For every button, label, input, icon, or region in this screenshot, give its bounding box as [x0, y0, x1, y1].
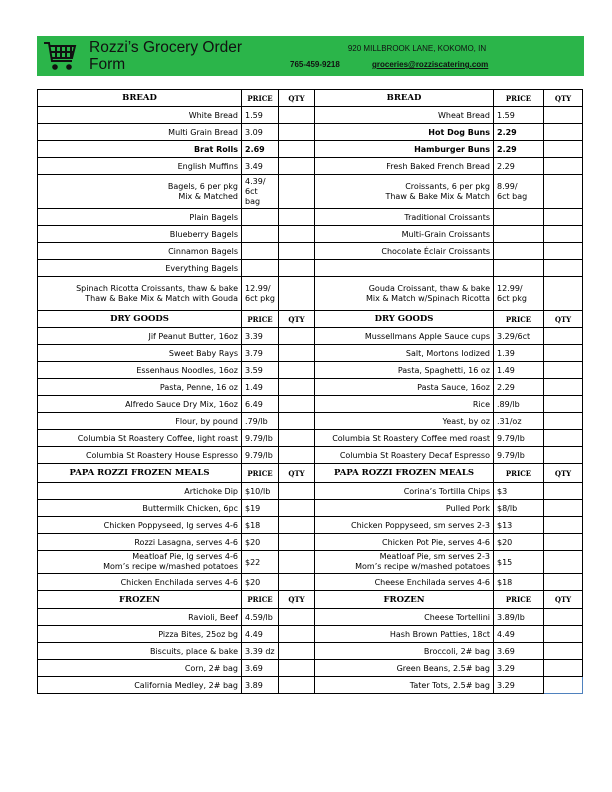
qty-input[interactable]	[279, 413, 315, 430]
qty-column-header: QTY	[544, 311, 583, 328]
item-price: 3.39	[242, 328, 279, 345]
item-name: Fresh Baked French Bread	[315, 158, 494, 175]
item-price: $18	[494, 574, 544, 591]
item-name: Rozzi Lasagna, serves 4-6	[38, 534, 242, 551]
qty-input[interactable]	[544, 483, 583, 500]
item-price: 9.79/lb	[242, 430, 279, 447]
section-title: DRY GOODS	[315, 311, 494, 328]
item-name	[315, 260, 494, 277]
qty-input[interactable]	[279, 141, 315, 158]
item-row	[38, 483, 583, 500]
price-column-header: PRICE	[242, 464, 279, 483]
item-name: Corn, 2# bag	[38, 660, 242, 677]
item-name: Broccoli, 2# bag	[315, 643, 494, 660]
item-price: 2.29	[494, 379, 544, 396]
item-row	[38, 124, 583, 141]
item-name: Cinnamon Bagels	[38, 243, 242, 260]
section-header-row	[38, 90, 583, 107]
item-row	[38, 379, 583, 396]
item-price: 9.79/lb	[242, 447, 279, 464]
qty-input[interactable]	[279, 396, 315, 413]
item-price: 3.89/lb	[494, 609, 544, 626]
price-column-header: PRICE	[242, 90, 279, 107]
item-row	[38, 447, 583, 464]
price-column-header: PRICE	[242, 591, 279, 609]
item-name: Yeast, by oz	[315, 413, 494, 430]
qty-input[interactable]	[544, 158, 583, 175]
item-name: Columbia St Roastery House Espresso	[38, 447, 242, 464]
item-name: Ravioli, Beef	[38, 609, 242, 626]
item-price: 2.29	[494, 141, 544, 158]
item-price: 1.39	[494, 345, 544, 362]
item-name: Green Beans, 2.5# bag	[315, 660, 494, 677]
qty-input[interactable]	[279, 500, 315, 517]
item-row	[38, 243, 583, 260]
item-name: English Muffins	[38, 158, 242, 175]
item-name: Pasta, Spaghetti, 16 oz	[315, 362, 494, 379]
item-row	[38, 517, 583, 534]
qty-input[interactable]	[544, 328, 583, 345]
item-price: 4.49	[494, 626, 544, 643]
item-name: Biscuits, place & bake	[38, 643, 242, 660]
item-name: Traditional Croissants	[315, 209, 494, 226]
item-row	[38, 626, 583, 643]
qty-input[interactable]	[544, 643, 583, 660]
item-price: 6.49	[242, 396, 279, 413]
store-address: 920 MILLBROOK LANE, KOKOMO, IN	[347, 44, 487, 53]
qty-input[interactable]	[544, 209, 583, 226]
item-name: Columbia St Roastery Decaf Espresso	[315, 447, 494, 464]
item-price: $3	[494, 483, 544, 500]
item-row	[38, 226, 583, 243]
section-title: BREAD	[38, 90, 242, 107]
qty-input[interactable]	[279, 345, 315, 362]
item-price: 4.49	[242, 626, 279, 643]
qty-input[interactable]	[279, 643, 315, 660]
item-row	[38, 660, 583, 677]
item-row	[38, 396, 583, 413]
shopping-cart-icon	[43, 40, 77, 72]
item-price: $20	[242, 574, 279, 591]
item-name: Everything Bagels	[38, 260, 242, 277]
price-column-header: PRICE	[242, 311, 279, 328]
item-price: 2.29	[494, 158, 544, 175]
item-price	[494, 260, 544, 277]
item-name: Chicken Poppyseed, sm serves 2-3	[315, 517, 494, 534]
item-price: 3.59	[242, 362, 279, 379]
qty-input[interactable]	[544, 430, 583, 447]
section-title: FROZEN	[38, 591, 242, 609]
item-price: $20	[242, 534, 279, 551]
item-name: Tater Tots, 2.5# bag	[315, 677, 494, 694]
qty-input[interactable]	[544, 277, 583, 311]
qty-input[interactable]	[279, 517, 315, 534]
item-row	[38, 158, 583, 175]
qty-input[interactable]	[279, 430, 315, 447]
item-price	[494, 226, 544, 243]
qty-input[interactable]	[279, 379, 315, 396]
item-row	[38, 260, 583, 277]
qty-input[interactable]	[544, 107, 583, 124]
qty-input[interactable]	[544, 226, 583, 243]
item-name: Cheese Tortellini	[315, 609, 494, 626]
item-name: Buttermilk Chicken, 6pc	[38, 500, 242, 517]
item-price	[242, 226, 279, 243]
item-name: Sweet Baby Rays	[38, 345, 242, 362]
item-price: 3.49	[242, 158, 279, 175]
qty-input[interactable]	[279, 226, 315, 243]
item-name: Mussellmans Apple Sauce cups	[315, 328, 494, 345]
qty-input[interactable]	[544, 413, 583, 430]
order-table	[37, 89, 583, 694]
qty-input[interactable]	[544, 534, 583, 551]
item-name: White Bread	[38, 107, 242, 124]
qty-input[interactable]	[544, 517, 583, 534]
item-price	[242, 243, 279, 260]
qty-input[interactable]	[544, 447, 583, 464]
item-price: 3.39 dz	[242, 643, 279, 660]
item-row	[38, 551, 583, 574]
qty-input[interactable]	[544, 260, 583, 277]
item-price: 3.09	[242, 124, 279, 141]
qty-input[interactable]	[279, 534, 315, 551]
qty-input[interactable]	[544, 609, 583, 626]
qty-input[interactable]	[279, 277, 315, 311]
item-price: $18	[242, 517, 279, 534]
item-price: 1.49	[242, 379, 279, 396]
item-row	[38, 107, 583, 124]
item-price: $22	[242, 551, 279, 574]
section-header-row	[38, 591, 583, 609]
item-price: 8.99/ 6ct bag	[494, 175, 544, 209]
item-price: 3.69	[494, 643, 544, 660]
store-email-link[interactable]: groceries@rozziscatering.com	[372, 60, 489, 69]
qty-input[interactable]	[544, 124, 583, 141]
item-price	[242, 260, 279, 277]
item-name: Pizza Bites, 25oz bg	[38, 626, 242, 643]
qty-input[interactable]	[279, 260, 315, 277]
item-price: 1.49	[494, 362, 544, 379]
qty-input[interactable]	[544, 626, 583, 643]
qty-column-header: QTY	[544, 591, 583, 609]
price-column-header: PRICE	[494, 90, 544, 107]
item-price: 12.99/ 6ct pkg	[242, 277, 279, 311]
item-name: Essenhaus Noodles, 16oz	[38, 362, 242, 379]
qty-input[interactable]	[279, 328, 315, 345]
item-name: Chicken Enchilada serves 4-6	[38, 574, 242, 591]
qty-input[interactable]	[279, 107, 315, 124]
qty-input[interactable]	[544, 141, 583, 158]
item-row	[38, 643, 583, 660]
qty-input[interactable]	[279, 362, 315, 379]
item-name: Chicken Poppyseed, lg serves 4-6	[38, 517, 242, 534]
item-name: Columbia St Roastery Coffee med roast	[315, 430, 494, 447]
qty-input[interactable]	[279, 574, 315, 591]
item-price: 12.99/ 6ct pkg	[494, 277, 544, 311]
item-row	[38, 141, 583, 158]
item-price: $10/lb	[242, 483, 279, 500]
item-row	[38, 574, 583, 591]
item-price: 4.59/lb	[242, 609, 279, 626]
item-row	[38, 362, 583, 379]
header-banner	[37, 36, 584, 76]
qty-input[interactable]	[279, 483, 315, 500]
item-price	[494, 209, 544, 226]
item-price: $8/lb	[494, 500, 544, 517]
item-row	[38, 209, 583, 226]
item-name: Meatloaf Pie, lg serves 4-6 Mom’s recipe w/mashed potatoes	[38, 551, 242, 574]
qty-input[interactable]	[544, 500, 583, 517]
item-price: 3.69	[242, 660, 279, 677]
qty-column-header: QTY	[279, 90, 315, 107]
item-name: California Medley, 2# bag	[38, 677, 242, 694]
qty-input[interactable]	[544, 243, 583, 260]
item-price: 9.79/lb	[494, 430, 544, 447]
item-row	[38, 345, 583, 362]
item-name: Meatloaf Pie, sm serves 2-3 Mom’s recipe w/mashed potatoes	[315, 551, 494, 574]
item-name: Corina’s Tortilla Chips	[315, 483, 494, 500]
item-row	[38, 500, 583, 517]
item-name: Flour, by pound	[38, 413, 242, 430]
item-row	[38, 277, 583, 311]
item-name: Hamburger Buns	[315, 141, 494, 158]
item-price: $15	[494, 551, 544, 574]
item-row	[38, 328, 583, 345]
item-name: Cheese Enchilada serves 4-6	[315, 574, 494, 591]
section-header-row	[38, 464, 583, 483]
item-price: 3.29/6ct	[494, 328, 544, 345]
item-name: Multi-Grain Croissants	[315, 226, 494, 243]
item-price: 4.39/ 6ct bag	[242, 175, 279, 209]
item-name: Columbia St Roastery Coffee, light roast	[38, 430, 242, 447]
item-name: Croissants, 6 per pkg Thaw & Bake Mix & Match	[315, 175, 494, 209]
section-title: PAPA ROZZI FROZEN MEALS	[38, 464, 242, 483]
item-name: Gouda Croissant, thaw & bake Mix & Match w/Spinach Ricotta	[315, 277, 494, 311]
item-price: 3.79	[242, 345, 279, 362]
section-header-row	[38, 311, 583, 328]
qty-input[interactable]	[279, 660, 315, 677]
section-title: PAPA ROZZI FROZEN MEALS	[315, 464, 494, 483]
qty-input[interactable]	[544, 379, 583, 396]
qty-column-header: QTY	[279, 591, 315, 609]
price-column-header: PRICE	[494, 464, 544, 483]
item-name: Pasta Sauce, 16oz	[315, 379, 494, 396]
price-column-header: PRICE	[494, 311, 544, 328]
item-price: $13	[494, 517, 544, 534]
item-price: $20	[494, 534, 544, 551]
item-name: Pulled Pork	[315, 500, 494, 517]
item-row	[38, 175, 583, 209]
qty-input[interactable]	[279, 175, 315, 209]
item-price: .31/oz	[494, 413, 544, 430]
qty-column-header: QTY	[279, 311, 315, 328]
qty-input[interactable]	[544, 677, 583, 694]
item-name: Bagels, 6 per pkg Mix & Matched	[38, 175, 242, 209]
item-price: 9.79/lb	[494, 447, 544, 464]
qty-input[interactable]	[279, 609, 315, 626]
item-name: Salt, Mortons Iodized	[315, 345, 494, 362]
item-name: Multi Grain Bread	[38, 124, 242, 141]
qty-input[interactable]	[279, 551, 315, 574]
item-price	[242, 209, 279, 226]
price-column-header: PRICE	[494, 591, 544, 609]
item-name: Chocolate Éclair Croissants	[315, 243, 494, 260]
item-name: Wheat Bread	[315, 107, 494, 124]
item-row	[38, 677, 583, 694]
item-name: Artichoke Dip	[38, 483, 242, 500]
item-price: 3.29	[494, 677, 544, 694]
qty-input[interactable]	[279, 626, 315, 643]
item-name: Blueberry Bagels	[38, 226, 242, 243]
item-row	[38, 609, 583, 626]
qty-input[interactable]	[279, 209, 315, 226]
item-name: Hash Brown Patties, 18ct	[315, 626, 494, 643]
qty-input[interactable]	[544, 396, 583, 413]
item-row	[38, 413, 583, 430]
item-row	[38, 534, 583, 551]
item-price: .79/lb	[242, 413, 279, 430]
qty-column-header: QTY	[544, 90, 583, 107]
qty-input[interactable]	[279, 158, 315, 175]
section-title: BREAD	[315, 90, 494, 107]
qty-input[interactable]	[279, 243, 315, 260]
item-price: 2.69	[242, 141, 279, 158]
item-price: 3.89	[242, 677, 279, 694]
item-name: Chicken Pot Pie, serves 4-6	[315, 534, 494, 551]
qty-input[interactable]	[544, 345, 583, 362]
item-price	[494, 243, 544, 260]
item-name: Hot Dog Buns	[315, 124, 494, 141]
qty-input[interactable]	[279, 447, 315, 464]
item-name: Alfredo Sauce Dry Mix, 16oz	[38, 396, 242, 413]
qty-input[interactable]	[544, 362, 583, 379]
qty-input[interactable]	[544, 175, 583, 209]
item-price: 1.59	[242, 107, 279, 124]
qty-column-header: QTY	[279, 464, 315, 483]
item-name: Brat Rolls	[38, 141, 242, 158]
qty-column-header: QTY	[544, 464, 583, 483]
item-name: Jif Peanut Butter, 16oz	[38, 328, 242, 345]
item-name: Rice	[315, 396, 494, 413]
item-price: 2.29	[494, 124, 544, 141]
item-price: .89/lb	[494, 396, 544, 413]
item-row	[38, 430, 583, 447]
qty-input[interactable]	[279, 677, 315, 694]
item-name: Plain Bagels	[38, 209, 242, 226]
qty-input[interactable]	[544, 551, 583, 574]
page-title: Rozzi’s Grocery Order Form	[89, 39, 243, 73]
item-price: $19	[242, 500, 279, 517]
qty-input[interactable]	[544, 574, 583, 591]
store-phone: 765-459-9218	[290, 60, 340, 69]
qty-input[interactable]	[279, 124, 315, 141]
item-price: 1.59	[494, 107, 544, 124]
item-name: Pasta, Penne, 16 oz	[38, 379, 242, 396]
item-name: Spinach Ricotta Croissants, thaw & bake Thaw & Bake Mix & Match with Gouda	[38, 277, 242, 311]
section-title: DRY GOODS	[38, 311, 242, 328]
section-title: FROZEN	[315, 591, 494, 609]
item-price: 3.29	[494, 660, 544, 677]
qty-input[interactable]	[544, 660, 583, 677]
